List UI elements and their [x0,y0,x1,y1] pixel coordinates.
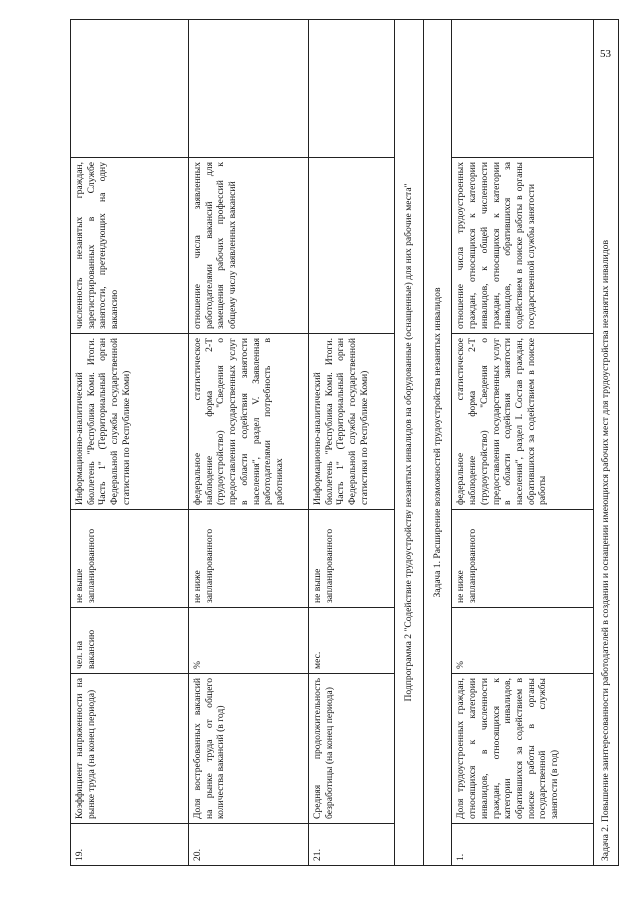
empty-cell [309,20,395,158]
source-cell: федеральное статистическое наблюдение форма 2-Т (трудоустройство) "Сведения о предоставлении государственных услуг в области содействия занятости населения", раздел I. Состав граждан, обратившихся за содействием в поиске работы [452,334,594,510]
page-number: 53 [600,48,611,60]
indicators-table [70,19,619,866]
empty-cell [452,20,594,158]
task1-title: Задача 1. Расширение возможностей трудоустройства незанятых инвалидов [423,20,452,866]
row-number: 1. [452,824,594,866]
target-cell: не ниже запланированного [452,510,594,608]
table-row [71,20,189,866]
empty-cell [189,20,309,158]
task-row [423,20,452,866]
table-row [189,20,309,866]
task2-title: Задача 2. Повышение заинтересованности работодателей в создании и оснащении имеющихся рабочих мест для трудоустройства незанятых инвалидов [594,20,619,866]
table-row [452,20,594,866]
unit-cell: % [189,608,309,674]
unit-cell: % [452,608,594,674]
source-cell: Информационно-аналитический бюллетень "Республика Коми. Итоги. Часть 1" (Территориальный орган Федеральной службы государственной статистики по Республике Коми) [71,334,189,510]
subprogram-title: Подпрограмма 2 "Содействие трудоустройству незанятых инвалидов на оборудованные (оснащенные) для них рабочие места" [395,20,424,866]
indicator-name: Средняя продолжительность безработицы (на конец периода) [309,674,395,824]
indicator-name: Доля востребованных вакансий на рынке труда от общего количества вакансий (в год) [189,674,309,824]
target-cell: не ниже запланированного [189,510,309,608]
indicator-name: Доля трудоустроенных граждан, относящихся к категории инвалидов, в численности граждан, относящихся к категории инвалидов, обратившихся за содействием в поиске работы в органы государственной службы занятости (в год) [452,674,594,824]
unit-cell: чел. на вакансию [71,608,189,674]
method-cell [309,158,395,334]
table-row [309,20,395,866]
target-cell: не выше запланированного [71,510,189,608]
indicator-name: Коэффициент напряженности на рынке труда (на конец периода) [71,674,189,824]
target-cell: не выше запланированного [309,510,395,608]
method-cell: отношение числа заявленных работодателями вакансий для замещения рабочих профессий к общему числу заявленных вакансий [189,158,309,334]
source-cell: федеральное статистическое наблюдение форма 2-Т (трудоустройство) "Сведения о предоставлении государственных услуг в области содействия занятости населения", раздел V. Заявленная работодателями потребность в работниках [189,334,309,510]
method-cell: численность незанятых граждан, зарегистрированных в Службе занятости, претендующих на одну вакансию [71,158,189,334]
subprogram-row [395,20,424,866]
unit-cell: мес. [309,608,395,674]
row-number: 20. [189,824,309,866]
row-number: 19. [71,824,189,866]
method-cell: отношение числа трудоустроенных граждан, относящихся к категории инвалидов, к общей численности граждан, относящихся к категории инвалидов, обратившихся за содействием в поиске работы в органы государственной службы занятости [452,158,594,334]
task-row [594,20,619,866]
empty-cell [71,20,189,158]
source-cell: Информационно-аналитический бюллетень "Республика Коми. Итоги. Часть 1" (Территориальный орган Федеральной службы государственной статистики по Республике Коми) [309,334,395,510]
row-number: 21. [309,824,395,866]
